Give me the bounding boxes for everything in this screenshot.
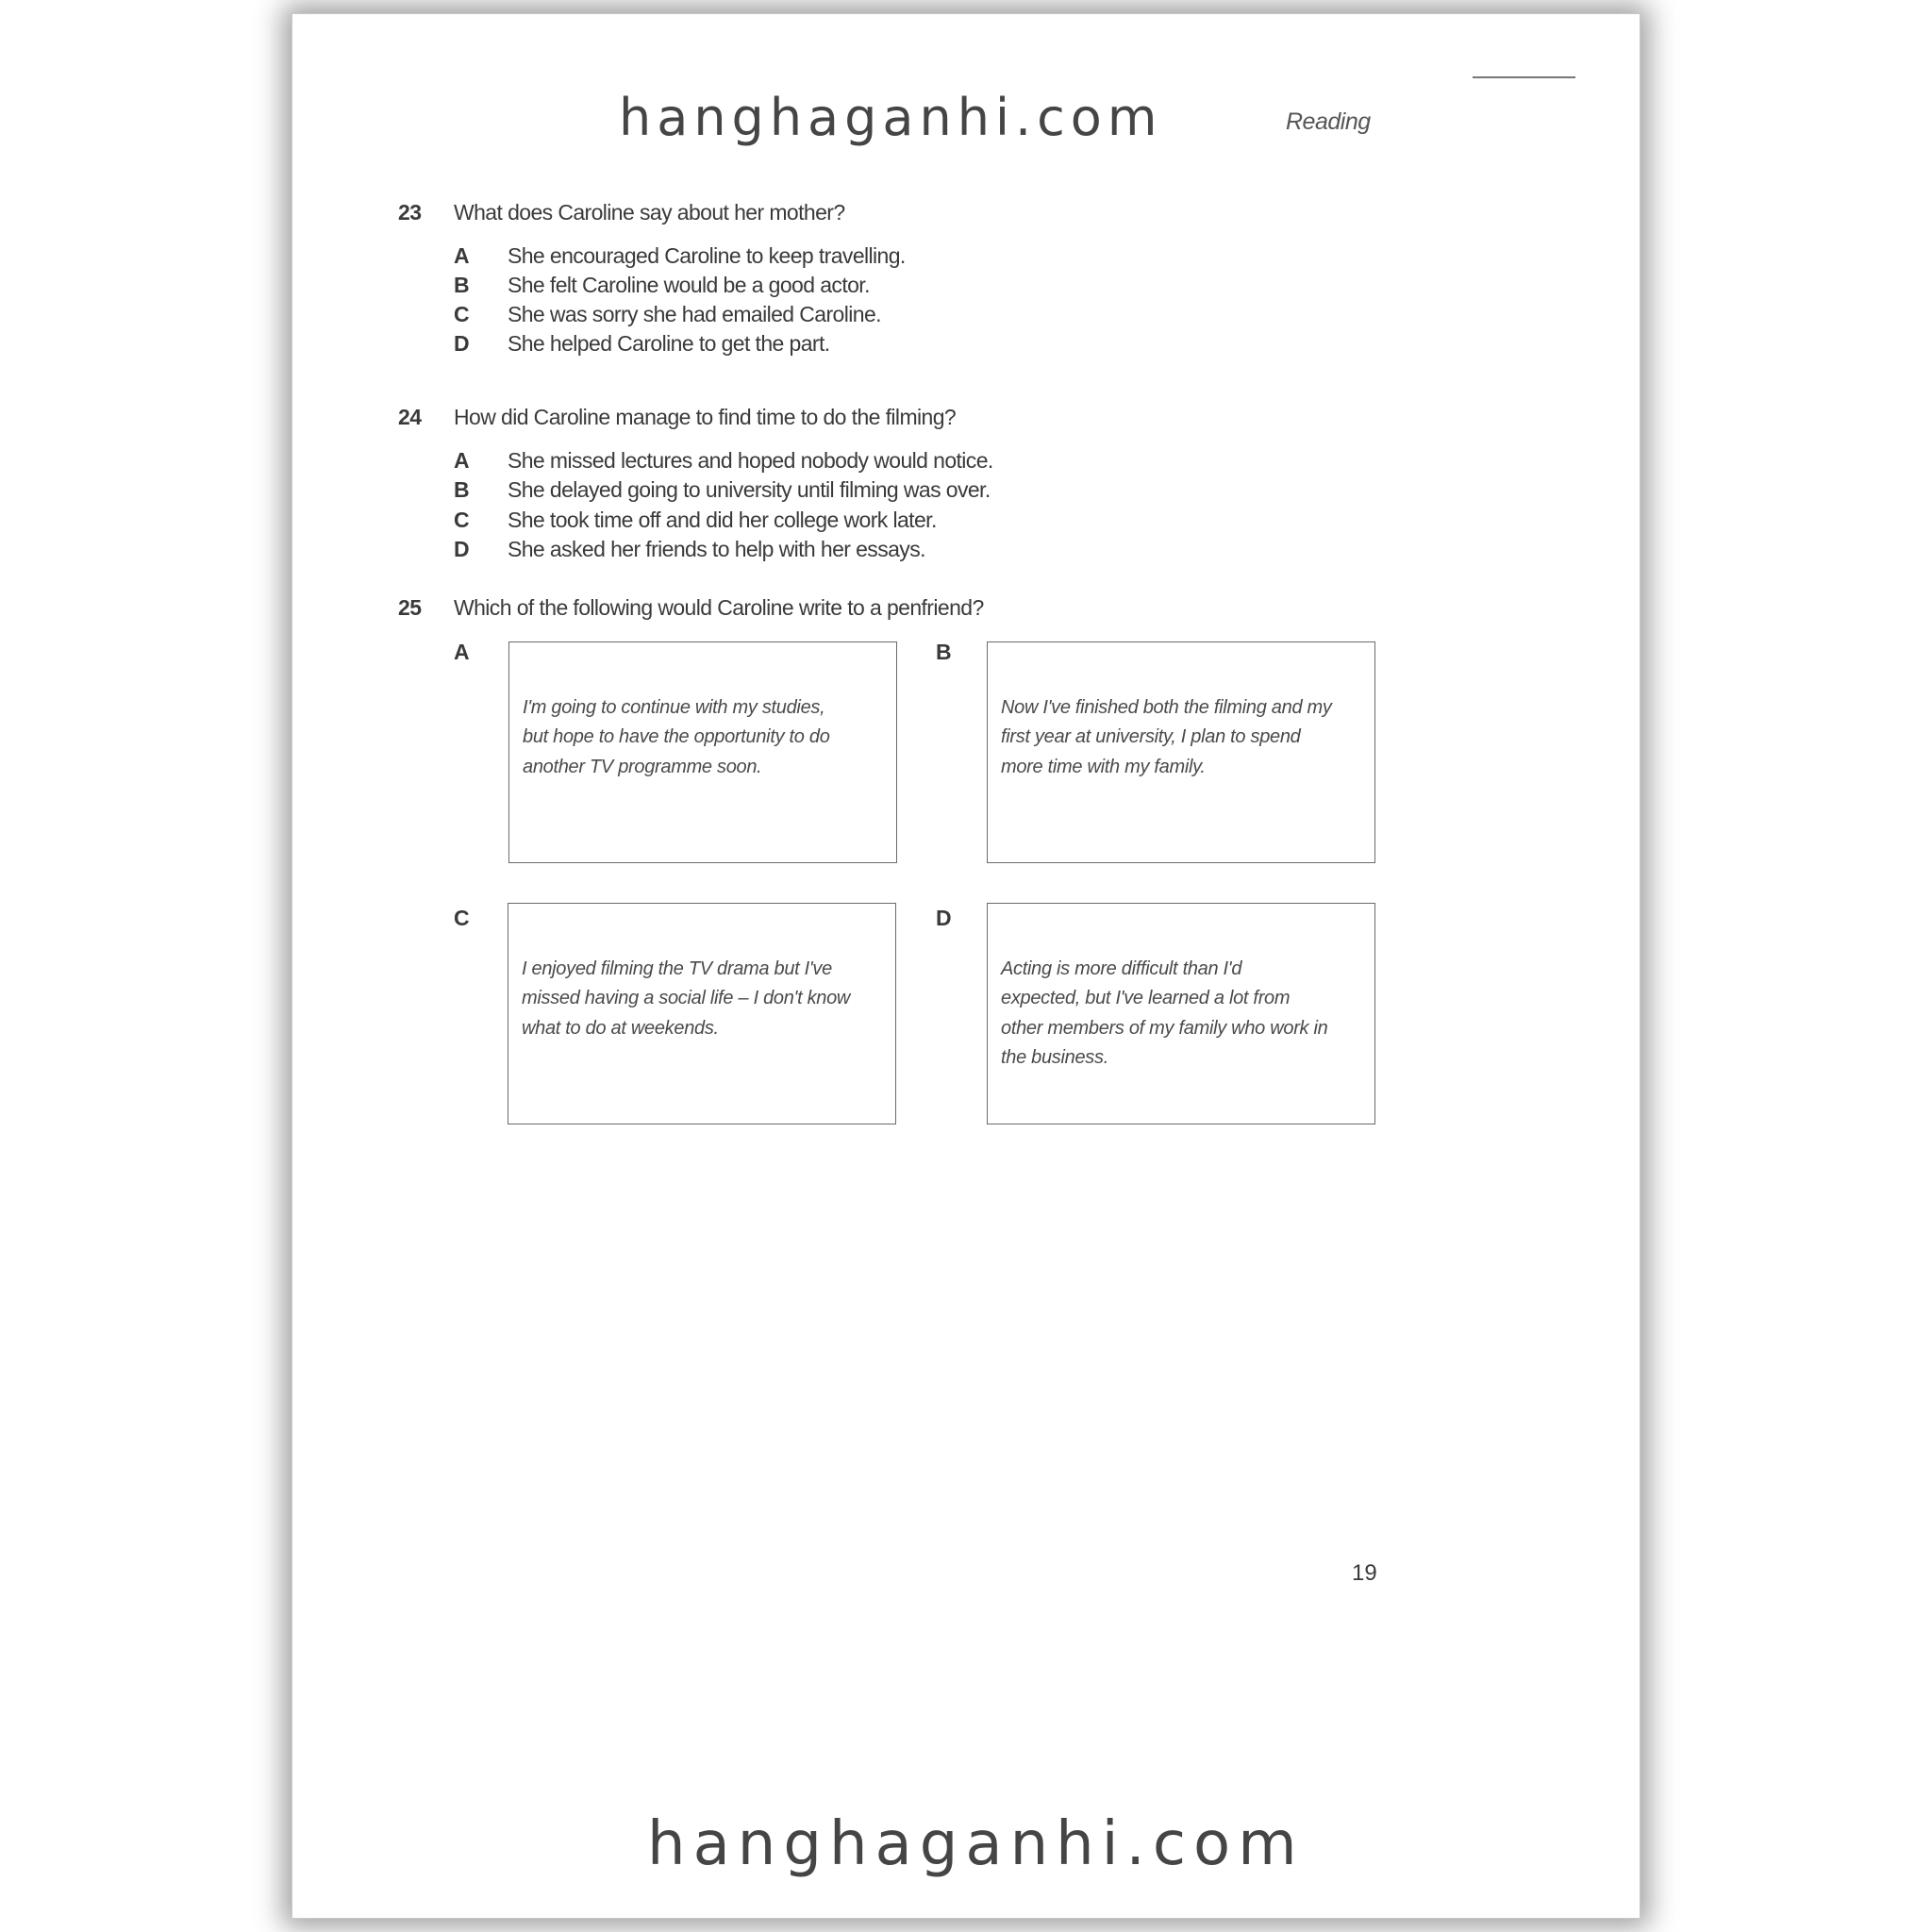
question-text: Which of the following would Caroline write to a penfriend?: [454, 595, 984, 620]
option-letter: C: [454, 508, 470, 532]
question-number: 25: [398, 595, 422, 620]
box-letter-b: B: [936, 640, 952, 664]
box-letter-d: D: [936, 906, 952, 930]
option-text: She was sorry she had emailed Caroline.: [508, 302, 881, 326]
option-letter: D: [454, 537, 470, 561]
message-box-d: [987, 903, 1375, 1124]
message-line: the business.: [1001, 1046, 1108, 1068]
question-number: 24: [398, 405, 422, 429]
question-text: How did Caroline manage to find time to do the filming?: [454, 405, 957, 429]
message-text: [1001, 955, 1371, 1073]
message-text: [522, 955, 891, 1043]
option-letter: C: [454, 302, 470, 326]
watermark-bottom: hanghaganhi.com: [647, 1809, 1305, 1879]
message-box-c: [508, 903, 896, 1124]
watermark-top: hanghaganhi.com: [619, 88, 1163, 147]
option-letter: B: [454, 477, 470, 502]
message-line: other members of my family who work in: [1001, 1017, 1328, 1039]
option-text: She missed lectures and hoped nobody would notice.: [508, 448, 993, 473]
box-letter-c: C: [454, 906, 470, 930]
message-line: missed having a social life – I don't know: [522, 988, 851, 1009]
option-text: She felt Caroline would be a good actor.: [508, 273, 870, 297]
message-box-b: [987, 641, 1375, 863]
page-number: 19: [1352, 1560, 1377, 1586]
option-text: She asked her friends to help with her essays.: [508, 537, 925, 561]
message-box-a: [508, 641, 897, 863]
message-text: [523, 693, 892, 782]
message-text: [1001, 693, 1371, 782]
option-letter: D: [454, 331, 470, 356]
message-line: first year at university, I plan to spend: [1001, 726, 1301, 748]
message-line: I enjoyed filming the TV drama but I've: [522, 958, 832, 979]
question-number: 23: [398, 200, 422, 225]
section-title: Reading: [1286, 108, 1371, 135]
message-line: Now I've finished both the filming and my: [1001, 697, 1332, 718]
question-text: What does Caroline say about her mother?: [454, 200, 845, 225]
message-line: but hope to have the opportunity to do: [523, 726, 830, 748]
option-letter: A: [454, 448, 470, 473]
message-line: I'm going to continue with my studies,: [523, 697, 825, 718]
message-line: another TV programme soon.: [523, 756, 762, 777]
option-letter: A: [454, 243, 470, 268]
message-line: what to do at weekends.: [522, 1017, 719, 1039]
message-line: more time with my family.: [1001, 756, 1206, 777]
box-letter-a: A: [454, 640, 470, 664]
option-text: She took time off and did her college work later.: [508, 508, 937, 532]
header-rule: [1473, 76, 1575, 78]
message-line: Acting is more difficult than I'd: [1001, 958, 1242, 979]
exam-page: [292, 14, 1640, 1918]
option-text: She encouraged Caroline to keep travelling.: [508, 243, 906, 268]
option-letter: B: [454, 273, 470, 297]
option-text: She delayed going to university until filming was over.: [508, 477, 991, 502]
option-text: She helped Caroline to get the part.: [508, 331, 830, 356]
message-line: expected, but I've learned a lot from: [1001, 988, 1291, 1009]
